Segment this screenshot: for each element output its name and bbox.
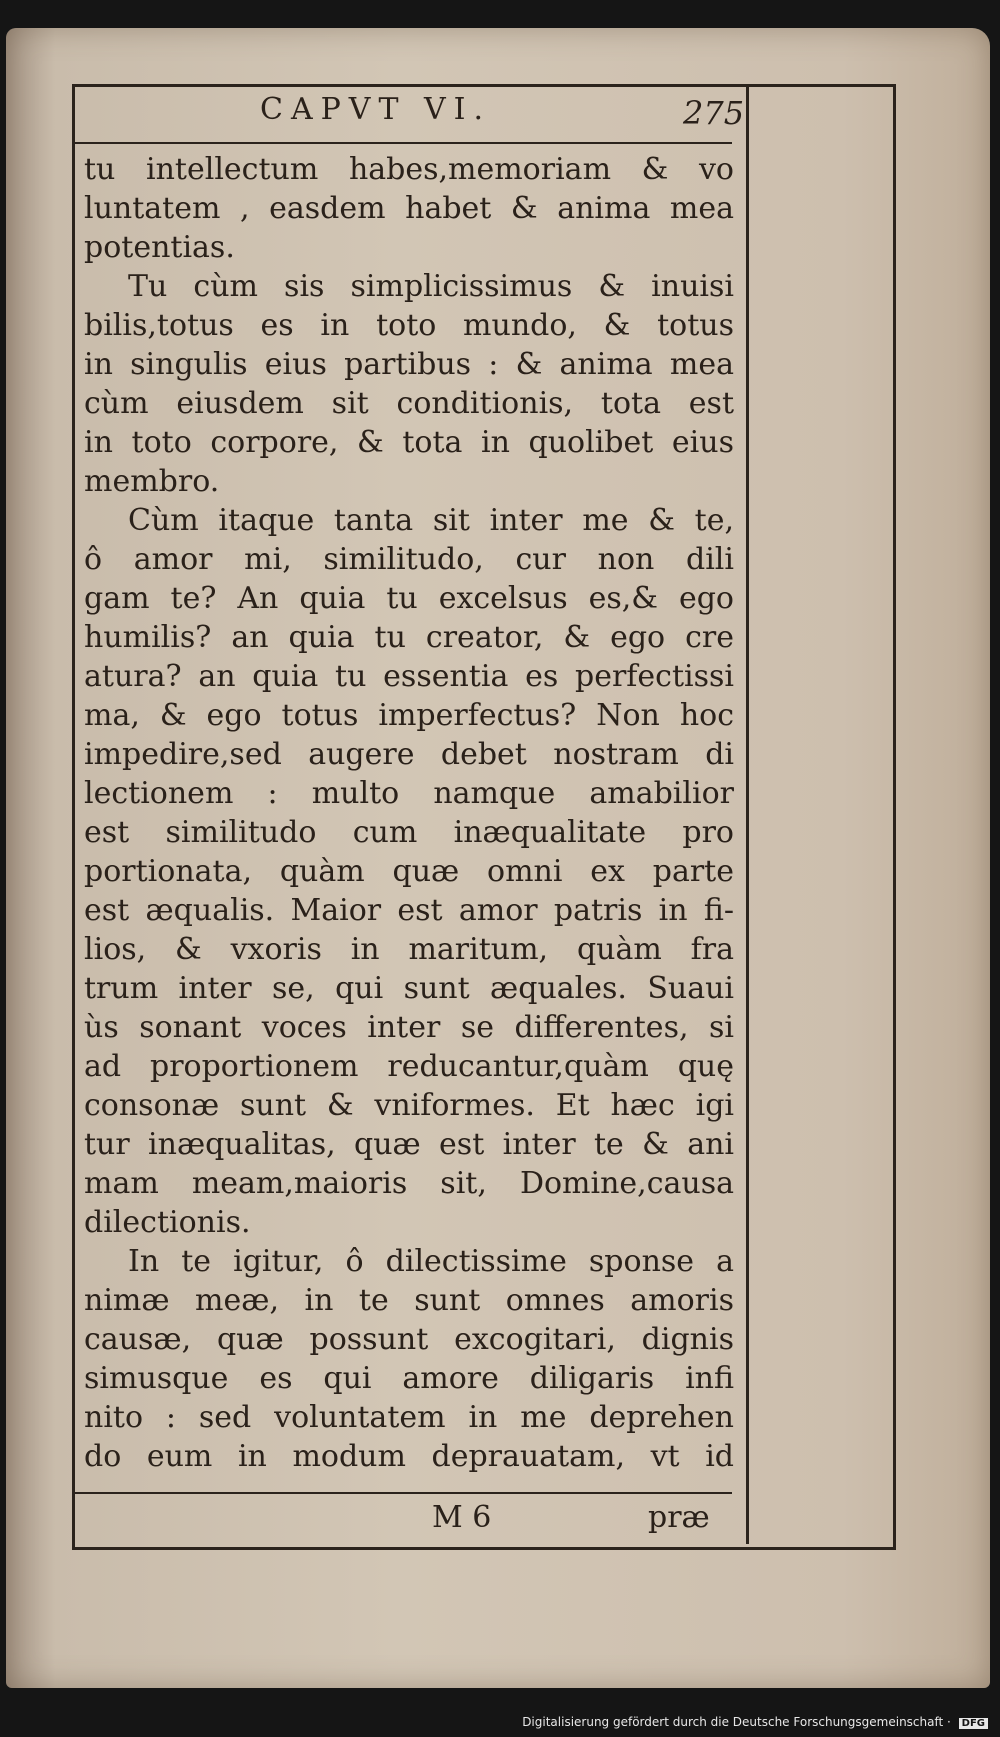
text-line-27: mam meam,maioris sit, Domine,causa bbox=[84, 1166, 734, 1201]
text-line-16: impedire,sed augere debet nostram di bbox=[84, 737, 734, 772]
dfg-logo-icon: DFG bbox=[959, 1718, 988, 1729]
signature-mark: M 6 bbox=[432, 1500, 492, 1535]
text-line-18: est similitudo cum inæqualitate pro bbox=[84, 815, 734, 850]
text-line-1: tu intellectum habes,memoriam & vo bbox=[84, 152, 734, 187]
text-line-8: in toto corpore, & tota in quolibet eius bbox=[84, 425, 734, 460]
text-line-6: in singulis eius partibus : & anima mea bbox=[84, 347, 734, 382]
footer-rule bbox=[72, 1492, 732, 1494]
text-line-24: ad proportionem reducantur,quàm quę bbox=[84, 1049, 734, 1084]
text-line-26: tur inæqualitas, quæ est inter te & ani bbox=[84, 1127, 734, 1162]
text-line-12: gam te? An quia tu excelsus es,& ego bbox=[84, 581, 734, 616]
running-head: CAPVT VI. bbox=[260, 92, 492, 127]
text-line-28: dilectionis. bbox=[84, 1205, 251, 1240]
text-line-21: lios, & vxoris in maritum, quàm fra bbox=[84, 932, 734, 967]
text-line-13: humilis? an quia tu creator, & ego cre bbox=[84, 620, 734, 655]
text-line-31: causæ, quæ possunt excogitari, dignis bbox=[84, 1322, 734, 1357]
text-line-2: luntatem , easdem habet & anima mea bbox=[84, 191, 734, 226]
text-line-32: simusque es qui amore diligaris infi bbox=[84, 1361, 734, 1396]
text-line-5: bilis,totus es in toto mundo, & totus bbox=[84, 308, 734, 343]
text-line-23: ùs sonant voces inter se differentes, si bbox=[84, 1010, 734, 1045]
digitization-credit bbox=[522, 1715, 988, 1729]
catchword: præ bbox=[648, 1500, 710, 1535]
text-line-14: atura? an quia tu essentia es perfectissi bbox=[84, 659, 734, 694]
text-line-3: potentias. bbox=[84, 230, 235, 265]
body-text bbox=[84, 150, 734, 1476]
text-line-22: trum inter se, qui sunt æquales. Suaui bbox=[84, 971, 734, 1006]
text-line-34: do eum in modum deprauatam, vt id bbox=[84, 1439, 734, 1474]
text-line-33: nito : sed voluntatem in me deprehen bbox=[84, 1400, 734, 1435]
text-line-19: portionata, quàm quæ omni ex parte bbox=[84, 854, 734, 889]
text-line-15: ma, & ego totus imperfectus? Non hoc bbox=[84, 698, 734, 733]
text-line-30: nimæ meæ, in te sunt omnes amoris bbox=[84, 1283, 734, 1318]
text-line-7: cùm eiusdem sit conditionis, tota est bbox=[84, 386, 734, 421]
header-rule bbox=[72, 142, 732, 144]
text-line-11: ô amor mi, similitudo, cur non dili bbox=[84, 542, 734, 577]
credit-text: Digitalisierung gefördert durch die Deutsche Forschungsgemeinschaft · bbox=[522, 1715, 951, 1729]
text-line-9: membro. bbox=[84, 464, 220, 499]
text-line-4: Tu cùm sis simplicissimus & inuisi bbox=[128, 269, 734, 304]
page-number: 275 bbox=[683, 94, 745, 132]
text-line-25: consonæ sunt & vniformes. Et hæc igi bbox=[84, 1088, 734, 1123]
text-line-20: est æqualis. Maior est amor patris in fi- bbox=[84, 893, 734, 928]
text-line-29: In te igitur, ô dilectissime sponse a bbox=[128, 1244, 734, 1279]
text-line-17: lectionem : multo namque amabilior bbox=[84, 776, 734, 811]
text-line-10: Cùm itaque tanta sit inter me & te, bbox=[128, 503, 734, 538]
